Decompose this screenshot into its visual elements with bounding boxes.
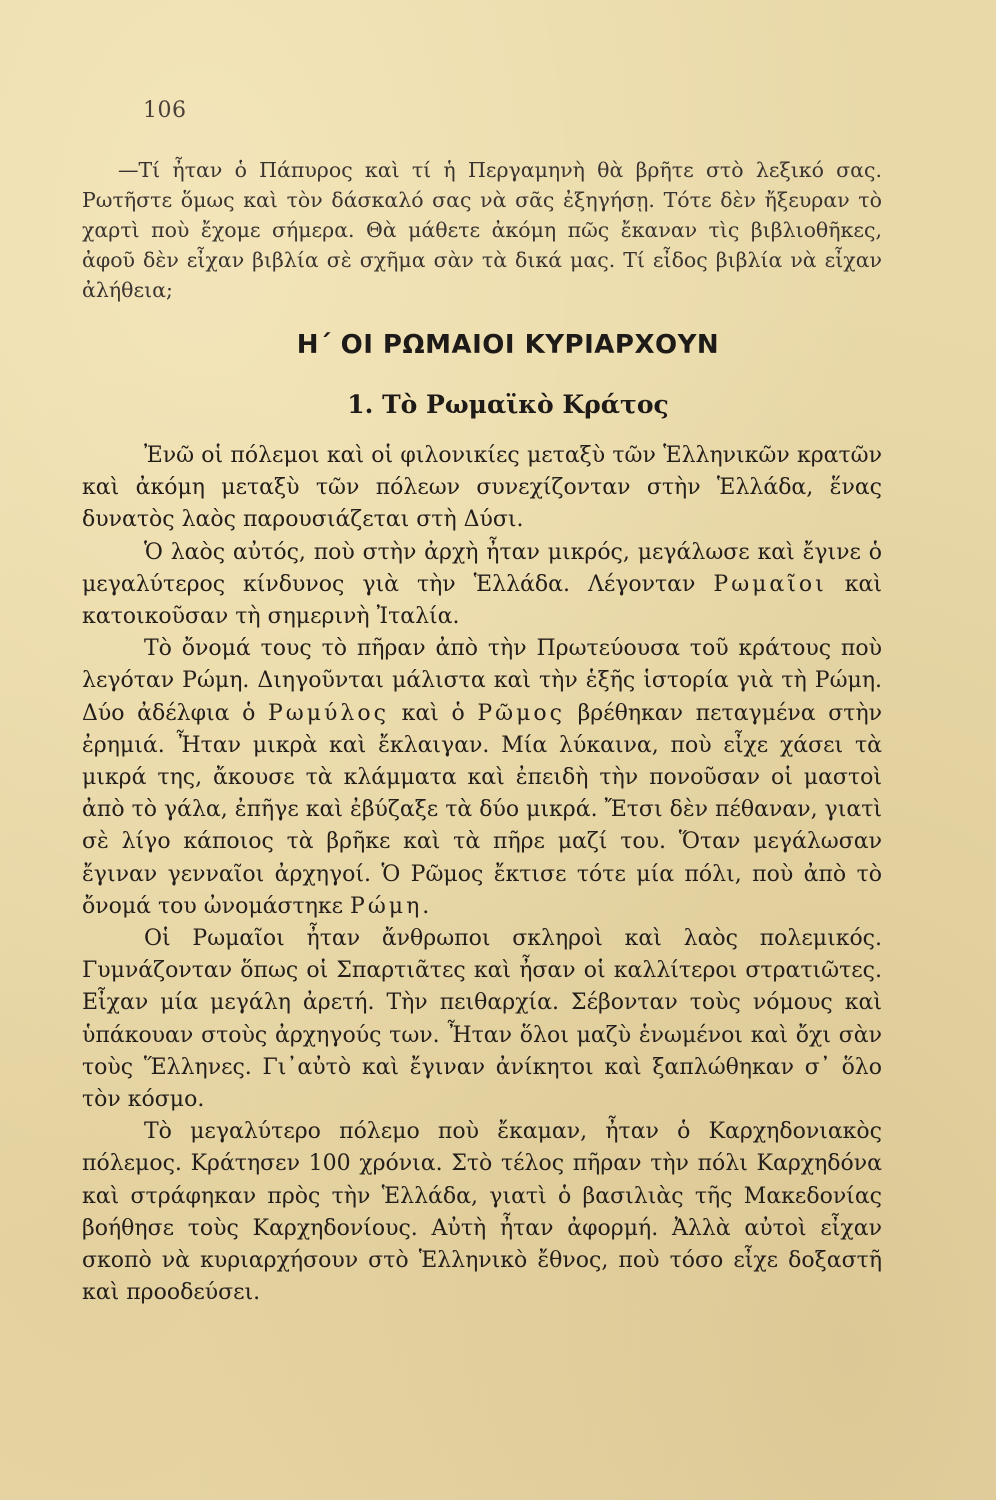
- chapter-body: [82, 440, 882, 1309]
- paragraph-5: Τὸ μεγαλύτερο πόλεμο ποὺ ἔκαμαν, ἦταν ὁ Καρχηδονιακὸς πόλεμος. Κράτησεν 100 χρόνια. Στὸ τέλος πῆραν τὴν πόλι Καρχηδόνα καὶ στράφηκαν πρὸς τὴν Ἑλλάδα, γιατὶ ὁ βασιλιὰς τῆς Μακεδονίας βοήθησε τοὺς Καρχηδονίους. Αὐτὴ ἦταν ἀφορμή. Ἀλλὰ αὐτοὶ εἶχαν σκοπὸ νὰ κυριαρχήσουν στὸ Ἑλληνικὸ ἔθνος, ποὺ τόσο εἶχε δοξαστῆ καὶ προοδεύσει.: [82, 1119, 882, 1306]
- paragraph-2: [82, 537, 882, 634]
- name-romylos: Ρωμύλος: [268, 700, 389, 726]
- paragraph-2-text-b: καὶ κατοικοῦσαν τὴ σημερινὴ Ἰταλία.: [82, 571, 883, 630]
- paragraph-2-text-a: Ὁ λαὸς αὐτός, ποὺ στὴν ἀρχὴ ἦταν μικρός, μεγάλωσε καὶ ἔγινε ὁ μεγαλύτερος κίνδυνος γιὰ τὴν Ἑλλάδα. Λέγονταν: [82, 539, 882, 597]
- section-title: [0, 390, 996, 419]
- section-title-text: 1. Τὸ Ρωμαϊκὸ Κράτος: [347, 390, 669, 419]
- chapter-title-text: Η΄ ΟΙ ΡΩΜΑΙΟΙ ΚΥΡΙΑΡΧΟΥΝ: [296, 330, 720, 360]
- intro-paragraph: —Τί ἦταν ὁ Πάπυρος καὶ τί ἡ Περγαμηνὴ θὰ βρῆτε στὸ λεξικό σας. Ρωτῆστε ὅμως καὶ τὸν δάσκαλό σας νὰ σᾶς ἐξηγήσῃ. Τότε δὲν ἤξευραν τὸ χαρτὶ ποὺ ἔχομε σήμερα. Θὰ μάθετε ἀκόμη πῶς ἔκαναν τὶς βιβλιοθῆκες, ἀφοῦ δὲν εἶχαν βιβλία σὲ σχῆμα σὰν τὰ δικά μας. Τί εἶδος βιβλία νὰ εἶχαν ἀλήθεια;: [82, 158, 882, 302]
- chapter-title: [0, 330, 996, 360]
- intro-exercise-text: [82, 155, 882, 305]
- page-number: 106: [143, 98, 187, 123]
- paragraph-4: Οἱ Ρωμαῖοι ἦταν ἄνθρωποι σκληροὶ καὶ λαὸς πολεμικός. Γυμνάζονταν ὅπως οἱ Σπαρτιᾶτες καὶ ἦσαν οἱ καλλίτεροι στρατιῶτες. Εἶχαν μία μεγάλη ἀρετή. Τὴν πειθαρχία. Σέβονταν τοὺς νόμους καὶ ὑπάκουαν στοὺς ἀρχηγούς των. Ἦταν ὅλοι μαζὺ ἑνωμένοι καὶ ὄχι σὰν τοὺς Ἕλληνες. Γι᾿αὐτὸ καὶ ἔγιναν ἀνίκητοι καὶ ξαπλώθηκαν σ᾿ ὅλο τὸν κόσμο.: [82, 926, 882, 1113]
- paragraph-3-text-a: Τὸ ὄνομά τους τὸ πῆραν ἀπὸ τὴν Πρωτεύουσα τοῦ κράτους ποὺ λεγόταν Ρώμη. Διηγοῦνται μάλιστα καὶ τὴν ἑξῆς ἱστορία γιὰ τὴ Ρώμη. Δύο ἀδέλφια ὁ: [82, 636, 882, 726]
- paragraph-3-end: .: [422, 893, 430, 919]
- paragraph-1: Ἐνῶ οἱ πόλεμοι καὶ οἱ φιλονικίες μεταξὺ τῶν Ἑλληνικῶν κρατῶν καὶ ἀκόμη μεταξὺ τῶν πόλεων συνεχίζονταν στὴν Ἑλλάδα, ἕνας δυνατὸς λαὸς παρουσιάζεται στὴ Δύσι.: [82, 443, 882, 533]
- paragraph-3: [82, 633, 882, 923]
- name-romi: Ρώμη: [350, 893, 423, 919]
- name-romos: Ρῶμος: [477, 700, 565, 726]
- paragraph-3-text-mid: καὶ ὁ: [388, 700, 478, 726]
- paragraph-3-text-b: βρέθηκαν πεταγμένα στὴν ἐρημιά. Ἦταν μικρὰ καὶ ἔκλαιγαν. Μία λύκαινα, ποὺ εἶχε χάσει τὰ μικρά της, ἄκουσε τὰ κλάμματα καὶ ἐπειδὴ τὴν πονοῦσαν οἱ μαστοὶ ἀπὸ τὸ γάλα, ἐπῆγε καὶ ἐβύζαξε τὰ δύο μικρά. Ἔτσι δὲν πέθαναν, γιατὶ σὲ λίγο κάποιος τὰ βρῆκε καὶ τὰ πῆρε μαζί του. Ὅταν μεγάλωσαν ἔγιναν γενναῖοι ἀρχηγοί. Ὁ Ρῶμος ἔκτισε τότε μία πόλι, ποὺ ἀπὸ τὸ ὄνομά του ὠνομάστηκε: [82, 700, 883, 919]
- name-romaioi: Ρωμαῖοι: [713, 571, 827, 597]
